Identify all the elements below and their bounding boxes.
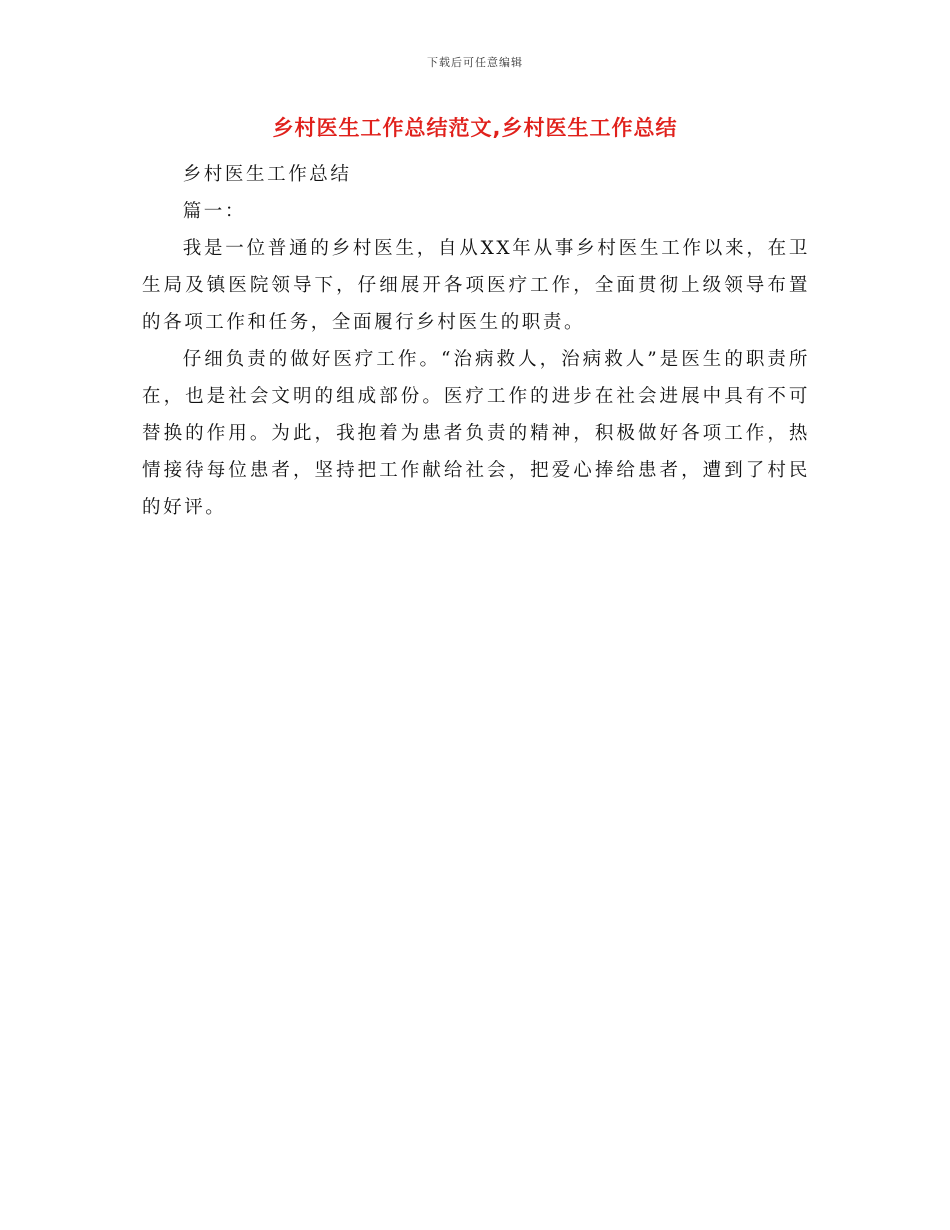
- paragraph-section-label: 篇一：: [182, 201, 246, 222]
- paragraph-intro: 我是一位普通的乡村医生，自从XX年从事乡村医生工作以来，在卫生局及镇医院领导下，仔细展开各项医疗工作，全面贯彻上级领导布置的各项工作和任务，全面履行乡村医生的职责。: [142, 238, 810, 333]
- document-body: [142, 156, 810, 526]
- paragraph-subtitle: 乡村医生工作总结: [182, 164, 352, 185]
- document-title: 乡村医生工作总结范文,乡村医生工作总结: [272, 116, 678, 140]
- header-note: 下载后可任意编辑: [427, 56, 523, 69]
- paragraph-medical-work: 仔细负责的做好医疗工作。“治病救人，治病救人”是医生的职责所在，也是社会文明的组成部份。医疗工作的进步在社会进展中具有不可替换的作用。为此，我抱着为患者负责的精神，积极做好各项工作，热情接待每位患者，坚持把工作献给社会，把爱心捧给患者，遭到了村民的好评。: [142, 349, 810, 518]
